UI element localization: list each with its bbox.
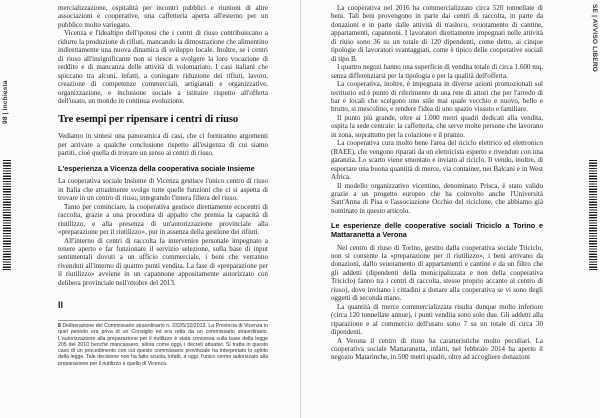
paragraph: La cooperativa, inoltre, è impegnata in diverse azioni promozionali sul territorio ed è punto di riferimento di una rete di attori che per l'arredo di bar e locali che scelgono uno stile mai quale vecchio e nuovo, bello e brutto, si mescolino, e rendere l'idea di uno spazio vissuto e familiare. xyxy=(331,80,543,114)
paragraph: Vediamo in sintesi una panoramica di casi, che ci forniranno argomenti per arrivare a qualche conclusione rispetto all'esigenza di cui siamo partiti, cioè quella di trovare un senso ai centri di riuso. xyxy=(58,132,268,158)
right-page xyxy=(300,0,600,418)
footnote xyxy=(58,323,268,367)
paragraph: I quattro negozi hanno una superficie di vendita totale di circa 1.600 mq, senza differenziarsi per la tipologia e per la qualità dell'offerta. xyxy=(331,63,543,80)
paragraph: A Verona il centro di riuso ha caratteristiche molto peculiari. La cooperativa sociale Mattaranetta, infatti, nel febbraio 2014 ha aperto il negozio Matarinche, in 500 metri quadri, oltre ad accogliere donazioni xyxy=(331,336,543,362)
paragraph: Nel centro di riuso di Torino, gestito dalla cooperativa sociale Triciclo, non si consente la «preparazione per il riutilizzo», i beni arrivano da donazioni, dallo svuotamento di appartamenti e cantine e da un filtro che gli addetti (dipendenti della municipalizzata e non della cooperativa Triciclo) fanno tra i centri di raccolta, stesso proprio accanto al centro di riuso), dove invitano i cittadini a donare alla cooperativa se vi sono degli oggetti di seconda mano. xyxy=(331,243,543,303)
footnote-marker: II xyxy=(58,300,64,310)
decorative-stripe-left xyxy=(3,160,11,270)
paragraph: La cooperativa cura molto bene l'area del riciclo elettrico ed elettronico (RAEE), che vengono riparati da un elettricista esperto e rivenduti con una garanzia. Lo scarto viene smontato e inviato al riciclo. Il vendo, inoltre, di esportare una buona quantità di merce, via container, nei Balcani e in West Africa. xyxy=(331,139,543,182)
right-column xyxy=(331,4,543,362)
footnote-text: Deliberazione del Commissario straordinario n. 232/5/10/2013. La Provincia di Vicenza in quel periodo era priva di un Consiglio ed era retta da un commissario straordinario. L'autorizzazione alla preparazione per il riutilizzo è stata concessa sulla base della legge 205 del 2010 benché mancassero, allora come oggi, i decreti attuativi. Si tratta in questo caso di un procedimento con cui questo commissario provinciale ha interpretato lo spirito della legge. Tale decisione non ha fatto scuola, infatti, a oggi, l'unico centro autorizzato alla preparazione per il riutilizzo è quello di Vicenza. xyxy=(58,323,268,367)
paragraph: La cooperativa sociale Insieme di Vicenza gestisce l'unico centro di riuso in Italia che attualmente svolge tutte quelle funzioni che ci si aspetta di trovare in un centro di riuso, integrando l'intera filiera del riuso. xyxy=(58,177,268,203)
paragraph: Vicenza e l'idealtipo dell'ipotesi che i centri di riuso contribuiscano a ridurre la produzione di rifiuti, mancando la dimostrazione che alimentino indirettamente una nuova dinamica di sviluppo locale. Inoltre, se i centri di riuso all'insignificante non si riesce a svolgere la loro vocazione di reddito e di mancanza delle attività di volontariato. I casi italiani che spiccano tra alcuni, infatti, a coniugare riduzione dei rifiuti, lavoro, creazione di competenze commerciali, artigianali e organizzative, organizzazione, e inclusione sociale a istituire rispetto all'offerta dell'usato, un mondo in continua evoluzione. xyxy=(58,29,268,105)
paragraph: La quantità di merce commercializzata risulta dunque molto inferiore (circa 120 tonnellate annue), i punti vendita sono solo due. Gli addetti alla riparazione e al commercio dell'usato sono 7 su un totale di circa 30 dipendenti. xyxy=(331,302,543,337)
running-header-left: 98 | Inchiesta xyxy=(2,80,9,124)
section-title: Tre esempi per ripensare i centri di riuso xyxy=(58,114,239,126)
subsection-title: Le esperienze delle cooperative sociali Triciclo a Torino e Mattaranetta a Verona xyxy=(331,221,543,239)
decorative-stripe-right xyxy=(589,160,597,270)
paragraph: La cooperativa nel 2016 ha commercializzato circa 520 tonnellate di beni. Tali beni provengono in parte dai centri di raccolta, in parte da donazioni e in parte dalle attività di trasloco, svuotamento di cantine, appartamenti, capannoni. I lavoratori direttamente impegnati nelle attività di riuso sono 36 su un totale di 120 dipendenti, come detto, ai cinque tipologie di lavoratori svantaggiati, come è tipico delle cooperative sociali di tipo B. xyxy=(331,4,543,63)
footnote-divider xyxy=(58,320,268,321)
paragraph: Il modello organizzativo vicentino, denominato Prisca, è stato valido grazie a un progetto europeo che ha coinvolto anche l'Università Sant'Anna di Pisa e l'associazione Occhio del riciclone, che abbiamo già nominato in questo articolo. xyxy=(331,181,543,215)
paragraph: mercializzazione, ospitalità per incontri pubblici e riunioni di altre associazioni e cooperative, una caffetteria aperta all'esterno per un pubblico molto variegato. xyxy=(58,4,268,29)
subsection-title: L'esperienza a Vicenza della cooperativa sociale Insieme xyxy=(58,163,255,173)
paragraph: Tanto per cominciare, la cooperativa gestisce direttamente ecocentri di raccolta, grazie a una procedura di appalto che premia la capacità di riutilizzo, e alla presenza di un'autorizzazione provinciale alla «preparazione per il riutilizzo», pur in assenza della gestione dei rifiuti. xyxy=(58,202,268,237)
running-header-right: SE | AVVISO LIBERO xyxy=(591,4,598,72)
footnote-number: 8 xyxy=(58,323,61,329)
paragraph: Il punto più grande, oltre ai 1.000 metri quadri dedicati alla vendita, ospita la sede centrale: la caffetteria, che serve molte persone che lavorano in zona, soprattutto per la colazione e il pranzo. xyxy=(331,113,543,139)
left-column xyxy=(58,4,268,287)
paragraph: All'interno di centri di raccolta fa intervenire personale impegnato a tenere aperto e far funzionare il servizio selezione, sulla base di input sentimentali dovuti a un ufficio commerciale, i beni che verranno rivenduti all'interno di quattro punti vendita. La fase di «preparazione per il riutilizzo» avviene in un capannone appositamente autorizzato con delibera provinciale nell'ottobre del 2013. xyxy=(58,236,268,287)
